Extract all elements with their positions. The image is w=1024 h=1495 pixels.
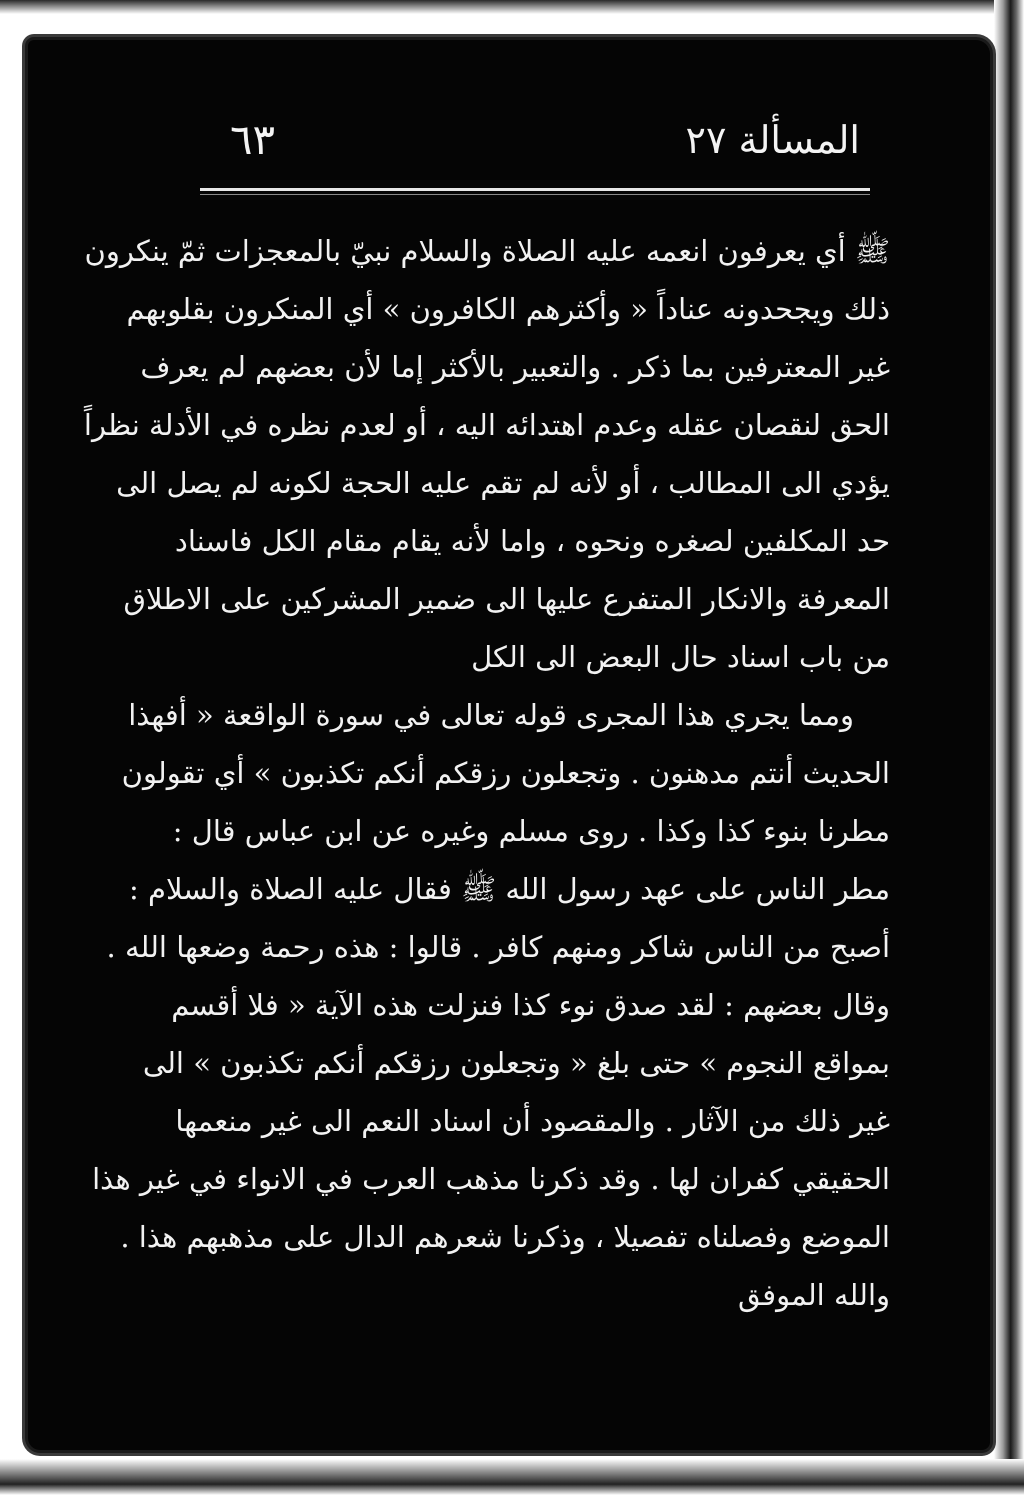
text-line: غير ذلك من الآثار . والمقصود أن اسناد النعم الى غير منعمها — [175, 1104, 890, 1138]
text-line: المعرفة والانكار المتفرع عليها الى ضمير المشركين على الاطلاق — [123, 582, 890, 616]
text-line: ذلك ويجحدونه عناداً « وأكثرهم الكافرون » أي المنكرون بقلوبهم — [126, 292, 890, 326]
scan-bottom-edge — [0, 1459, 1024, 1495]
text-line: ومما يجري هذا المجرى قوله تعالى في سورة الواقعة « أفهذا — [128, 698, 854, 732]
text-line: ﷺ أي يعرفون انعمه عليه الصلاة والسلام نبيّ بالمعجزات ثمّ ينكرون — [84, 234, 890, 268]
text-line: يؤدي الى المطالب ، أو لأنه لم تقم عليه الحجة لكونه لم يصل الى — [116, 466, 890, 500]
header-rule — [200, 188, 870, 191]
text-line: وقال بعضهم : لقد صدق نوء كذا فنزلت هذه الآية « فلا أقسم — [171, 988, 890, 1022]
text-line: الحديث أنتم مدهنون . وتجعلون رزقكم أنكم تكذبون » أي تقولون — [121, 756, 890, 790]
text-line: أصبح من الناس شاكر ومنهم كافر . قالوا : هذه رحمة وضعها الله . — [106, 930, 890, 964]
text-line: الحقيقي كفران لها . وقد ذكرنا مذهب العرب في الانواء في غير هذا — [92, 1162, 890, 1196]
text-line: الحق لنقصان عقله وعدم اهتدائه اليه ، أو لعدم نظره في الأدلة نظراً — [83, 408, 890, 442]
text-line: بمواقع النجوم » حتى بلغ « وتجعلون رزقكم أنكم تكذبون » الى — [142, 1046, 890, 1080]
chapter-title: المسألة ٢٧ — [685, 118, 860, 162]
text-line: الموضع وفصلناه تفصيلا ، وذكرنا شعرهم الدال على مذهبهم هذا . — [120, 1220, 890, 1254]
text-line: من باب اسناد حال البعض الى الكل — [471, 640, 890, 674]
text-line: حد المكلفين لصغره ونحوه ، واما لأنه يقام مقام الكل فاسناد — [174, 524, 890, 558]
text-line: مطر الناس على عهد رسول الله ﷺ فقال عليه الصلاة والسلام : — [129, 872, 890, 906]
text-line: مطرنا بنوء كذا وكذا . روى مسلم وغيره عن ابن عباس قال : — [172, 814, 890, 848]
body-text — [83, 222, 890, 1324]
header-rule-thin — [200, 194, 870, 195]
scan-top-edge — [0, 0, 1024, 14]
text-line: والله الموفق — [738, 1278, 890, 1312]
text-line: غير المعترفين بما ذكر . والتعبير بالأكثر إما لأن بعضهم لم يعرف — [140, 350, 890, 384]
book-spine-edge — [994, 0, 1024, 1495]
running-header — [200, 112, 860, 172]
page-number: ٦٣ — [230, 115, 276, 164]
